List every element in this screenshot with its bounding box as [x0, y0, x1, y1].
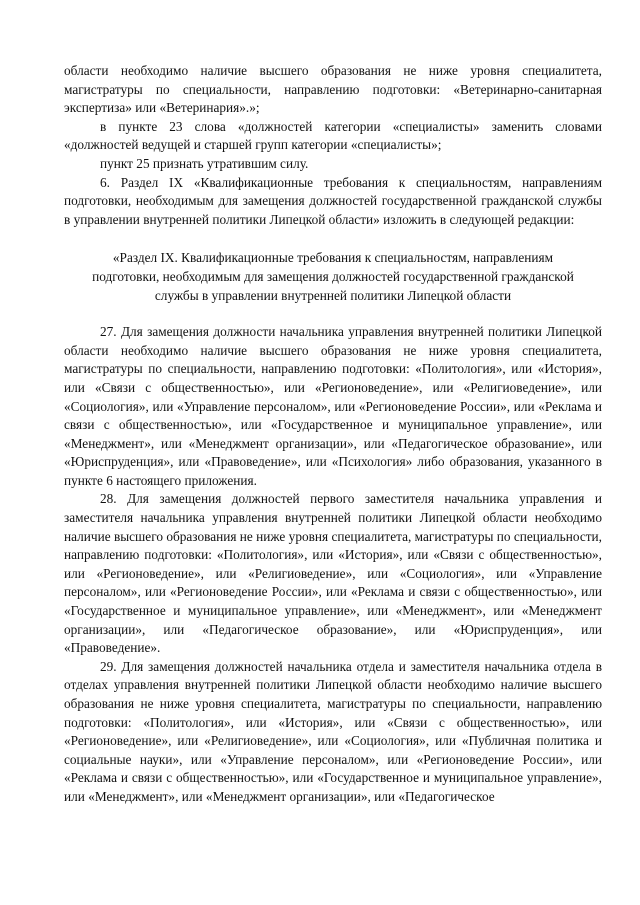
- paragraph-item-6-section-ix: 6. Раздел IX «Квалификационные требования к специальностям, направлениям подготовки, необходимым для замещения должностей государственной гражданской службы в управлении внутренней политики Липецкой области» изложить в следующей редакции:: [64, 174, 602, 227]
- paragraph-point-25-repeal: пункт 25 признать утратившим силу.: [100, 155, 309, 171]
- document-body: [64, 62, 602, 807]
- section-ix-heading: «Раздел IX. Квалификационные требования к специальностям, направлениям подготовки, необходимым для замещения должностей государственной гражданской службы в управлении внутренней политики Липецкой области: [92, 250, 574, 303]
- paragraph-point-23-amendment: в пункте 23 слова «должностей категории «специалисты» заменить словами «должностей ведущей и старшей групп категории «специалисты»;: [64, 118, 602, 153]
- point-27: 27. Для замещения должности начальника управления внутренней политики Липецкой области необходимо наличие высшего образования не ниже уровня специалитета, магистратуры по специальности, направлению подготовки: «Политология», или «История», или «Связи с общественностью», или «Регионоведение», или «Религиоведение», или «Социология», или «Управление персоналом», или «Регионоведение России», или «Реклама и связи с общественностью», или «Государственное и муниципальное управление», или «Менеджмент», или «Менеджмент организации», или «Педагогическое образование», или «Юриспруденция», или «Правоведение», или «Психология» либо образования, указанного в пункте 6 настоящего приложения.: [64, 324, 602, 488]
- paragraph-veterinary-requirements: области необходимо наличие высшего образования не ниже уровня специалитета, магистратуры по специальности, направлению подготовки: «Ветеринарно-санитарная экспертиза» или «Ветеринария».»;: [64, 63, 602, 116]
- point-28: 28. Для замещения должностей первого заместителя начальника управления и заместителя начальника управления внутренней политики Липецкой области необходимо наличие высшего образования не ниже уровня специалитета, магистратуры по специальности, направлению подготовки: «Политология», или «История», или «Связи с общественностью», или «Регионоведение», или «Религиоведение», или «Социология», или «Управление персоналом», или «Регионоведение России», или «Реклама и связи с общественностью», или «Государственное и муниципальное управление», или «Менеджмент», или «Менеджмент организации», или «Педагогическое образование», или «Юриспруденция», или «Правоведение».: [64, 491, 602, 656]
- point-29: 29. Для замещения должностей начальника отдела и заместителя начальника отдела в отделах управления внутренней политики Липецкой области необходимо наличие высшего образования не ниже уровня специалитета, магистратуры по специальности, направлению подготовки: «Политология», или «История», или «Связи с общественностью», или «Регионоведение», или «Религиоведение», или «Социология», или «Публичная политика и социальные науки», или «Управление персоналом», или «Регионоведение России», или «Реклама и связи с общественностью», или «Государственное и муниципальное управление», или «Менеджмент», или «Менеджмент организации», или «Педагогическое: [64, 658, 602, 804]
